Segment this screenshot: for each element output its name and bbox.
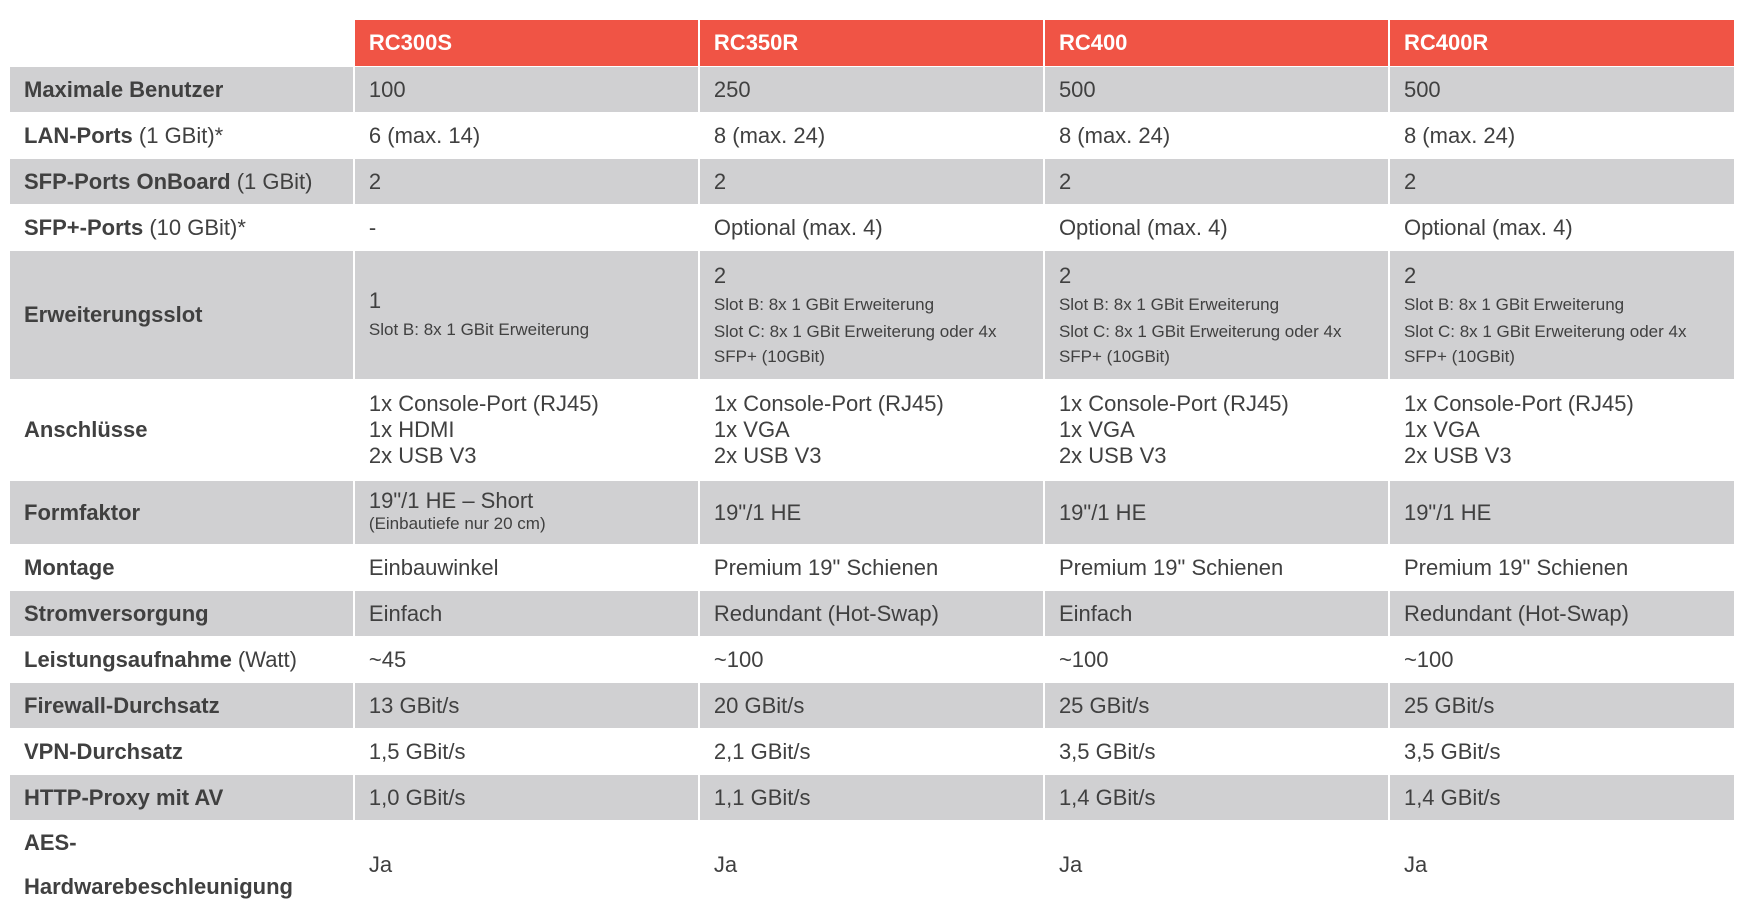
table-cell: 2 <box>1389 158 1734 204</box>
table-cell: Optional (max. 4) <box>699 204 1044 250</box>
cell-detail: Slot B: 8x 1 GBit Erweiterung <box>1403 294 1625 314</box>
cell-line: 1x VGA <box>1403 416 1480 442</box>
table-cell: Premium 19" Schienen <box>699 544 1044 590</box>
row-label <box>10 204 354 250</box>
table-cell: 8 (max. 24) <box>699 112 1044 158</box>
cell-line: 2x USB V3 <box>368 442 477 468</box>
cell-main: 1 <box>368 287 382 313</box>
table-row <box>10 204 1734 250</box>
row-label-bold: Erweiterungsslot <box>24 302 203 327</box>
cell-line: 2x USB V3 <box>1403 442 1512 468</box>
column-header: RC300S <box>354 20 699 66</box>
row-label-bold: Firewall-Durchsatz <box>24 692 220 718</box>
column-header: RC350R <box>699 20 1044 66</box>
row-label-bold: VPN-Durchsatz <box>24 738 183 764</box>
row-label-bold: Montage <box>24 554 115 580</box>
row-label <box>10 820 354 909</box>
cell-line: 2x USB V3 <box>1058 442 1167 468</box>
row-label <box>10 112 354 158</box>
spec-table <box>10 20 1734 909</box>
table-cell: Premium 19" Schienen <box>1044 544 1389 590</box>
row-label-bold: SFP-Ports OnBoard <box>24 168 231 194</box>
table-cell: 1,1 GBit/s <box>699 774 1044 820</box>
row-label <box>10 682 354 728</box>
row-label-bold: Hardwarebeschleunigung <box>24 873 293 899</box>
table-cell <box>354 480 699 544</box>
table-cell: 100 <box>354 66 699 112</box>
table-cell: Ja <box>1044 820 1389 909</box>
cell-main: 2 <box>1403 262 1417 288</box>
table-cell: 25 GBit/s <box>1389 682 1734 728</box>
cell-line: 1x VGA <box>1058 416 1135 442</box>
table-cell: 3,5 GBit/s <box>1044 728 1389 774</box>
cell-line: 1x HDMI <box>368 416 455 442</box>
row-label-bold: Maximale Benutzer <box>24 76 224 102</box>
row-label <box>10 636 354 682</box>
row-label-unit: (1 GBit)* <box>132 122 224 148</box>
table-cell <box>1389 379 1734 480</box>
cell-line: 1x Console-Port (RJ45) <box>1058 390 1289 416</box>
row-label <box>10 158 354 204</box>
table-cell: Einbauwinkel <box>354 544 699 590</box>
table-row <box>10 774 1734 820</box>
row-label-unit: (Watt) <box>231 646 297 672</box>
column-header: RC400 <box>1044 20 1389 66</box>
table-cell: 6 (max. 14) <box>354 112 699 158</box>
table-cell <box>1389 250 1734 379</box>
row-label-bold: HTTP-Proxy mit AV <box>24 784 224 810</box>
cell-line: 1x Console-Port (RJ45) <box>1403 390 1634 416</box>
column-header: RC400R <box>1389 20 1734 66</box>
table-row <box>10 158 1734 204</box>
table-cell: Ja <box>354 820 699 909</box>
row-label-unit: (1 GBit) <box>230 168 313 194</box>
table-cell: 2,1 GBit/s <box>699 728 1044 774</box>
row-label <box>10 66 354 112</box>
cell-detail: Slot C: 8x 1 GBit Erweiterung oder 4x SFP+ (10GBit) <box>713 321 997 366</box>
row-label-bold: Leistungsaufnahme <box>24 646 232 672</box>
row-label-bold: Formfaktor <box>24 499 141 525</box>
cell-detail: Slot C: 8x 1 GBit Erweiterung oder 4x SFP+ (10GBit) <box>1403 321 1687 366</box>
row-label <box>10 728 354 774</box>
table-cell: 1,5 GBit/s <box>354 728 699 774</box>
cell-detail: Slot C: 8x 1 GBit Erweiterung oder 4x SFP+ (10GBit) <box>1058 321 1342 366</box>
row-label <box>10 590 354 636</box>
table-cell: 13 GBit/s <box>354 682 699 728</box>
table-cell <box>1044 250 1389 379</box>
table-header-row <box>10 20 1734 66</box>
table-cell: Redundant (Hot-Swap) <box>699 590 1044 636</box>
table-cell: 2 <box>1044 158 1389 204</box>
table-row <box>10 682 1734 728</box>
header-corner-cell <box>10 20 354 66</box>
row-label <box>10 774 354 820</box>
table-cell: 19"/1 HE <box>699 480 1044 544</box>
cell-line: 1x Console-Port (RJ45) <box>713 390 944 416</box>
cell-main: 2 <box>713 262 727 288</box>
cell-note: (Einbautiefe nur 20 cm) <box>368 514 546 533</box>
cell-detail: Slot B: 8x 1 GBit Erweiterung <box>713 294 935 314</box>
cell-detail: Slot B: 8x 1 GBit Erweiterung <box>368 319 590 339</box>
cell-main: 19"/1 HE – Short <box>368 488 534 513</box>
cell-line: 1x Console-Port (RJ45) <box>368 390 599 416</box>
table-cell: 8 (max. 24) <box>1044 112 1389 158</box>
table-row <box>10 250 1734 379</box>
table-cell: ~45 <box>354 636 699 682</box>
table-cell: 2 <box>699 158 1044 204</box>
table-cell <box>699 379 1044 480</box>
row-label <box>10 544 354 590</box>
table-cell: ~100 <box>1389 636 1734 682</box>
row-label-bold: SFP+-Ports <box>24 214 144 240</box>
table-cell: ~100 <box>699 636 1044 682</box>
table-cell: Einfach <box>1044 590 1389 636</box>
table-cell <box>699 250 1044 379</box>
table-cell <box>354 250 699 379</box>
row-label-bold: Anschlüsse <box>24 417 148 442</box>
table-cell: 1,0 GBit/s <box>354 774 699 820</box>
table-cell: 19"/1 HE <box>1044 480 1389 544</box>
table-cell <box>1044 379 1389 480</box>
table-cell: 19"/1 HE <box>1389 480 1734 544</box>
row-label <box>10 250 354 379</box>
cell-line: 2x USB V3 <box>713 442 822 468</box>
table-cell: 3,5 GBit/s <box>1389 728 1734 774</box>
table-cell <box>354 379 699 480</box>
table-row <box>10 590 1734 636</box>
table-row <box>10 544 1734 590</box>
table-row <box>10 66 1734 112</box>
table-cell: Einfach <box>354 590 699 636</box>
table-cell: Optional (max. 4) <box>1044 204 1389 250</box>
row-label-unit: (10 GBit)* <box>143 214 246 240</box>
row-label <box>10 379 354 480</box>
cell-line: 1x VGA <box>713 416 790 442</box>
table-cell: 500 <box>1044 66 1389 112</box>
table-row <box>10 728 1734 774</box>
table-cell: Ja <box>1389 820 1734 909</box>
cell-detail: Slot B: 8x 1 GBit Erweiterung <box>1058 294 1280 314</box>
table-row <box>10 379 1734 480</box>
table-cell: Redundant (Hot-Swap) <box>1389 590 1734 636</box>
table-cell: 2 <box>354 158 699 204</box>
table-cell: 1,4 GBit/s <box>1044 774 1389 820</box>
table-cell: ~100 <box>1044 636 1389 682</box>
table-row <box>10 112 1734 158</box>
table-row <box>10 480 1734 544</box>
row-label <box>10 480 354 544</box>
table-cell: - <box>354 204 699 250</box>
row-label-bold: Stromversorgung <box>24 600 209 626</box>
table-row <box>10 820 1734 909</box>
table-row <box>10 636 1734 682</box>
table-cell: Ja <box>699 820 1044 909</box>
table-cell: 500 <box>1389 66 1734 112</box>
row-label-bold: LAN-Ports <box>24 122 133 148</box>
table-cell: 8 (max. 24) <box>1389 112 1734 158</box>
table-cell: 1,4 GBit/s <box>1389 774 1734 820</box>
table-cell: 250 <box>699 66 1044 112</box>
table-cell: Optional (max. 4) <box>1389 204 1734 250</box>
table-cell: 25 GBit/s <box>1044 682 1389 728</box>
table-cell: 20 GBit/s <box>699 682 1044 728</box>
table-cell: Premium 19" Schienen <box>1389 544 1734 590</box>
row-label-bold: AES- <box>24 829 77 855</box>
cell-main: 2 <box>1058 262 1072 288</box>
